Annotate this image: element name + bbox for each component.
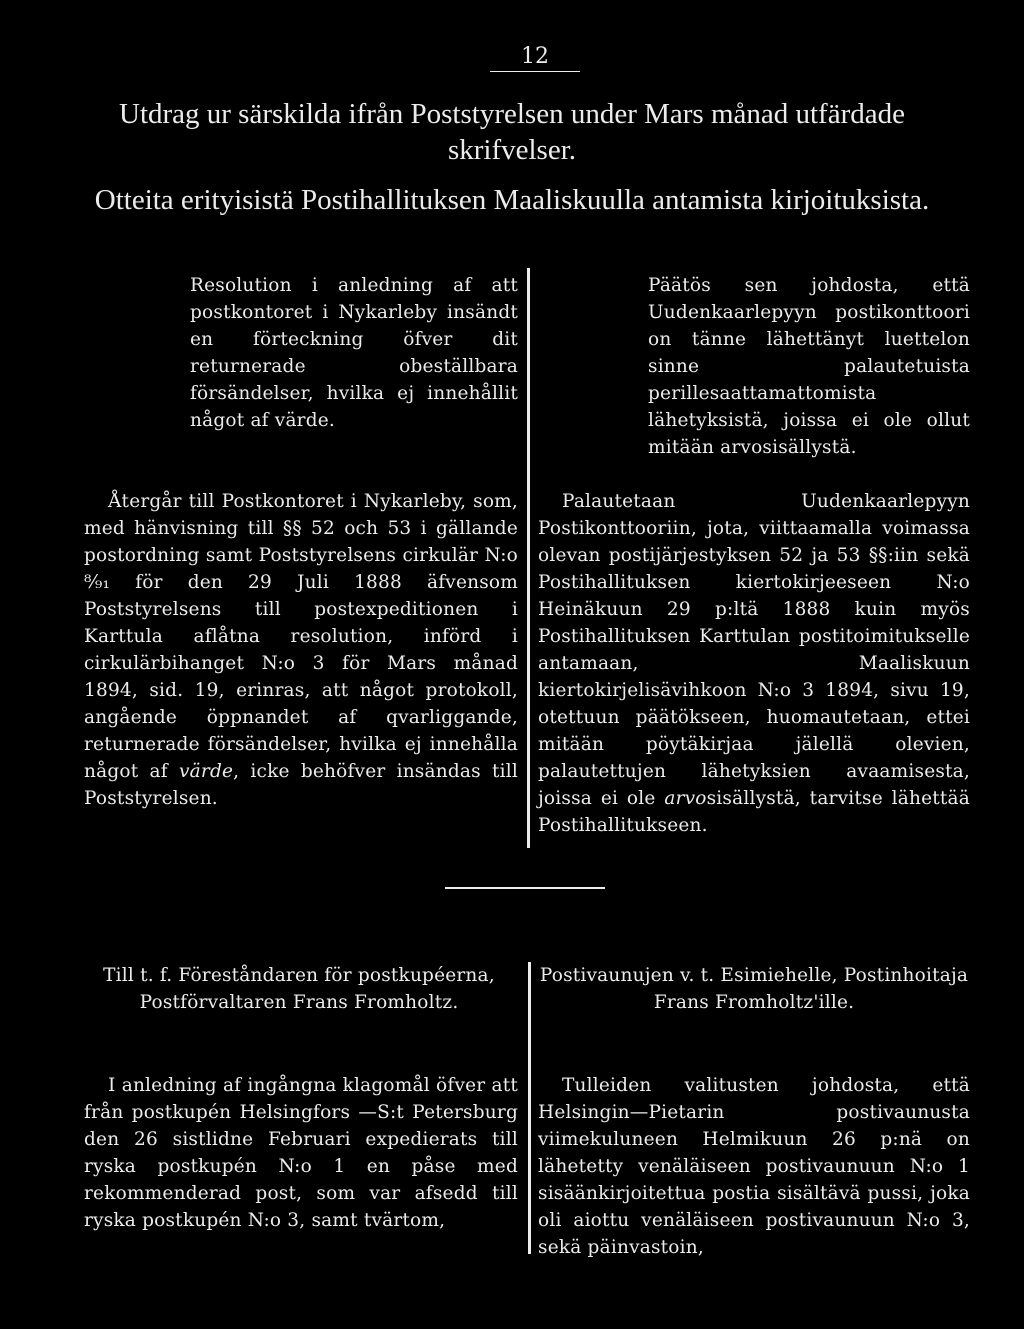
left-addressee: Till t. f. Föreståndaren för postkupéerna, Postförvaltaren Frans Fromholtz. xyxy=(103,965,495,1013)
right-body-after: sisällystä, tarvitse lähettää Postihallitukseen. xyxy=(538,788,970,836)
left-body-before: Återgår till Postkontoret i Nykarleby, som, med hänvisning till §§ 52 och 53 i gällande postordning samt Poststyrelsens cirkulär N:o ⁸⁄₉₁ för den 29 Juli 1888 äfvensom Poststyrelsens till postexpeditionen i Karttula aflåtna resolution, införd i cirkulärbihanget N:o 3 för Mars månad 1894, sid. 19, erinras, att något protokoll, angående öppnandet af qvarliggande, returnerade försändelser, hvilka ej innehålla något af xyxy=(84,491,518,782)
right-addressee: Postivaunujen v. t. Esimiehelle, Postinhoitaja Frans Fromholtz'ille. xyxy=(539,965,969,1013)
column-divider-bottom xyxy=(528,962,531,1254)
left-body-emphasis: värde xyxy=(179,761,234,782)
left-resolution-summary: Resolution i anledning af att postkontoret i Nykarleby insändt en förteckning öfver dit returnerade obeställbara försändelser, hvilka ej innehållit något af värde. xyxy=(190,275,518,431)
heading-swedish: Utdrag ur särskilda ifrån Poststyrelsen under Mars månad utfärdade skrifvelser. xyxy=(119,98,905,166)
right-body-before: Palautetaan Uudenkaarlepyyn Postikonttooriin, jota, viittaamalla voimassa olevan postijärjestyksen 52 ja 53 §§:iin sekä Postihallituksen kiertokirjeeseen N:o Heinäkuun 29 p:ltä 1888 kuin myös Postihallituksen Karttulan postitoimitukselle antamaan, Maaliskuun kiertokirjelisävihkoon N:o 3 1894, sivu 19, otettuun päätökseen, huomautetaan, ettei mitään pöytäkirjaa jälellä olevien, palautettujen lähetyksien avaamisesta, joissa ei ole xyxy=(538,491,970,809)
page-number: 12 xyxy=(490,44,580,72)
heading-finnish: Otteita erityisistä Postihallituksen Maaliskuulla antamista kirjoituksista. xyxy=(94,184,930,216)
right-resolution-summary: Päätös sen johdosta, että Uudenkaarlepyyn postikonttoori on tänne lähettänyt luettelon sinne palautetuista perillesaattamattomista lähetyksistä, joissa ei ole ollut mitään arvosisällystä. xyxy=(648,275,970,458)
right-resolution-body xyxy=(538,488,970,839)
right-complaint-body: Tulleiden valitusten johdosta, että Helsingin—Pietarin postivaunusta viimekuluneen Helmikuun 26 p:nä on lähetetty venäläiseen postivaunuun N:o 1 sisäänkirjoitettua postia sisältävä pussi, joka oli aiottu venäläiseen postivaunuun N:o 3, sekä päinvastoin, xyxy=(538,1075,970,1258)
left-body-after: , icke behöfver insändas till Poststyrelsen. xyxy=(84,761,518,809)
left-resolution-body xyxy=(84,488,518,812)
left-complaint-body: I anledning af ingångna klagomål öfver att från postkupén Helsingfors —S:t Petersburg den 26 sistlidne Februari expedierats till ryska postkupén N:o 1 en påse med rekommenderad post, som var afsedd till ryska postkupén N:o 3, samt tvärtom, xyxy=(84,1075,518,1231)
column-divider-top xyxy=(527,268,530,848)
right-body-emphasis: arvo xyxy=(664,788,707,809)
section-divider xyxy=(445,887,605,889)
